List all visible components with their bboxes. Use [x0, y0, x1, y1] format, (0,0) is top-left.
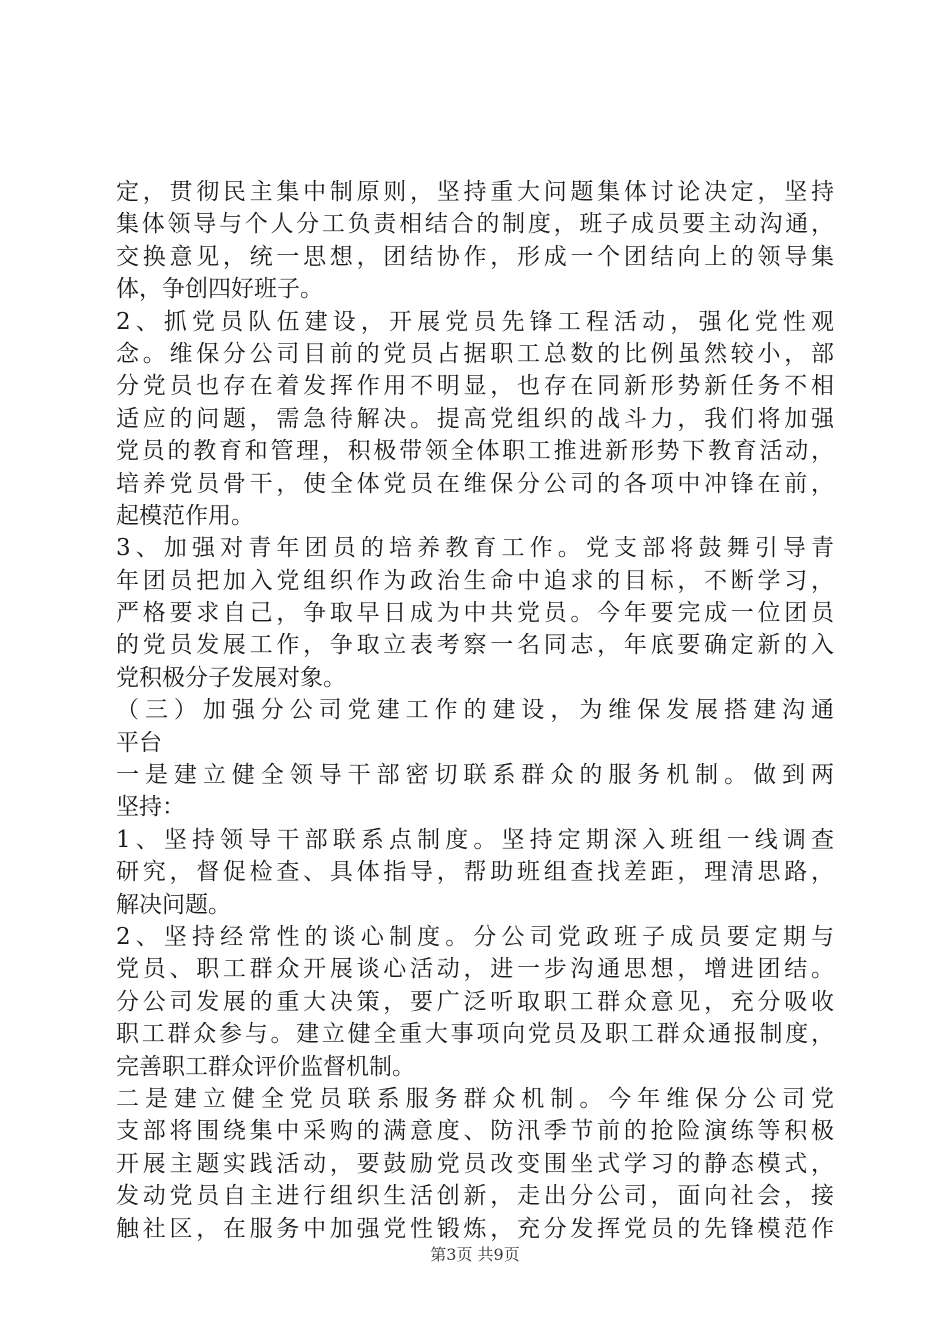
text-line: 一是建立健全领导干部密切联系群众的服务机制。做到两 [116, 762, 834, 789]
text-line: 支部将围绕集中采购的满意度、防汛季节前的抢险演练等积极 [116, 1118, 834, 1145]
text-line: 体，争创四好班子。 [116, 276, 323, 303]
text-line: 1、坚持领导干部联系点制度。坚持定期深入班组一线调查 [116, 826, 834, 853]
text-line: 二是建立健全党员联系服务群众机制。今年维保分公司党 [116, 1085, 834, 1112]
text-line: 完善职工群众评价监督机制。 [116, 1053, 415, 1080]
text-line: 年团员把加入党组织作为政治生命中追求的目标，不断学习， [116, 567, 834, 594]
text-line: 培养党员骨干，使全体党员在维保分公司的各项中冲锋在前， [116, 470, 834, 497]
text-line: 触社区，在服务中加强党性锻炼，充分发挥党员的先锋模范作 [116, 1215, 834, 1242]
section-heading-line: （三）加强分公司党建工作的建设，为维保发展搭建沟通 [116, 697, 834, 724]
text-line: 开展主题实践活动，要鼓励党员改变围坐式学习的静态模式， [116, 1150, 834, 1177]
text-line: 2、坚持经常性的谈心制度。分公司党政班子成员要定期与 [116, 923, 834, 950]
text-line: 集体领导与个人分工负责相结合的制度，班子成员要主动沟通， [116, 211, 834, 238]
text-line: 解决问题。 [116, 891, 231, 918]
text-line: 党积极分子发展对象。 [116, 664, 346, 691]
text-line: 3、加强对青年团员的培养教育工作。党支部将鼓舞引导青 [116, 535, 834, 562]
page-number-footer: 第3页 共9页 [430, 1245, 520, 1264]
text-line: 分公司发展的重大决策，要广泛听取职工群众意见，充分吸收 [116, 988, 834, 1015]
text-line: 定，贯彻民主集中制原则，坚持重大问题集体讨论决定，坚持 [116, 179, 834, 205]
text-line: 交换意见，统一思想，团结协作，形成一个团结向上的领导集 [116, 243, 834, 270]
section-heading-line: 平台 [116, 729, 162, 756]
text-line: 的党员发展工作，争取立表考察一名同志，年底要确定新的入 [116, 632, 834, 659]
text-line: 分党员也存在着发挥作用不明显，也存在同新形势新任务不相 [116, 373, 834, 400]
text-line: 2、抓党员队伍建设，开展党员先锋工程活动，强化党性观 [116, 308, 834, 335]
text-line: 党员的教育和管理，积极带领全体职工推进新形势下教育活动， [116, 438, 834, 465]
text-line: 念。维保分公司目前的党员占据职工总数的比例虽然较小，部 [116, 340, 834, 367]
text-line: 起模范作用。 [116, 502, 254, 529]
text-line: 坚持： [116, 794, 185, 821]
text-line: 适应的问题，需急待解决。提高党组织的战斗力，我们将加强 [116, 405, 834, 432]
text-line: 严格要求自己，争取早日成为中共党员。今年要完成一位团员 [116, 600, 834, 627]
text-line: 职工群众参与。建立健全重大事项向党员及职工群众通报制度， [116, 1021, 834, 1048]
text-line: 研究，督促检查、具体指导，帮助班组查找差距，理清思路， [116, 859, 834, 886]
body-text [116, 176, 834, 1245]
text-line: 党员、职工群众开展谈心活动，进一步沟通思想，增进团结。 [116, 956, 834, 983]
text-line: 发动党员自主进行组织生活创新，走出分公司，面向社会，接 [116, 1183, 834, 1210]
